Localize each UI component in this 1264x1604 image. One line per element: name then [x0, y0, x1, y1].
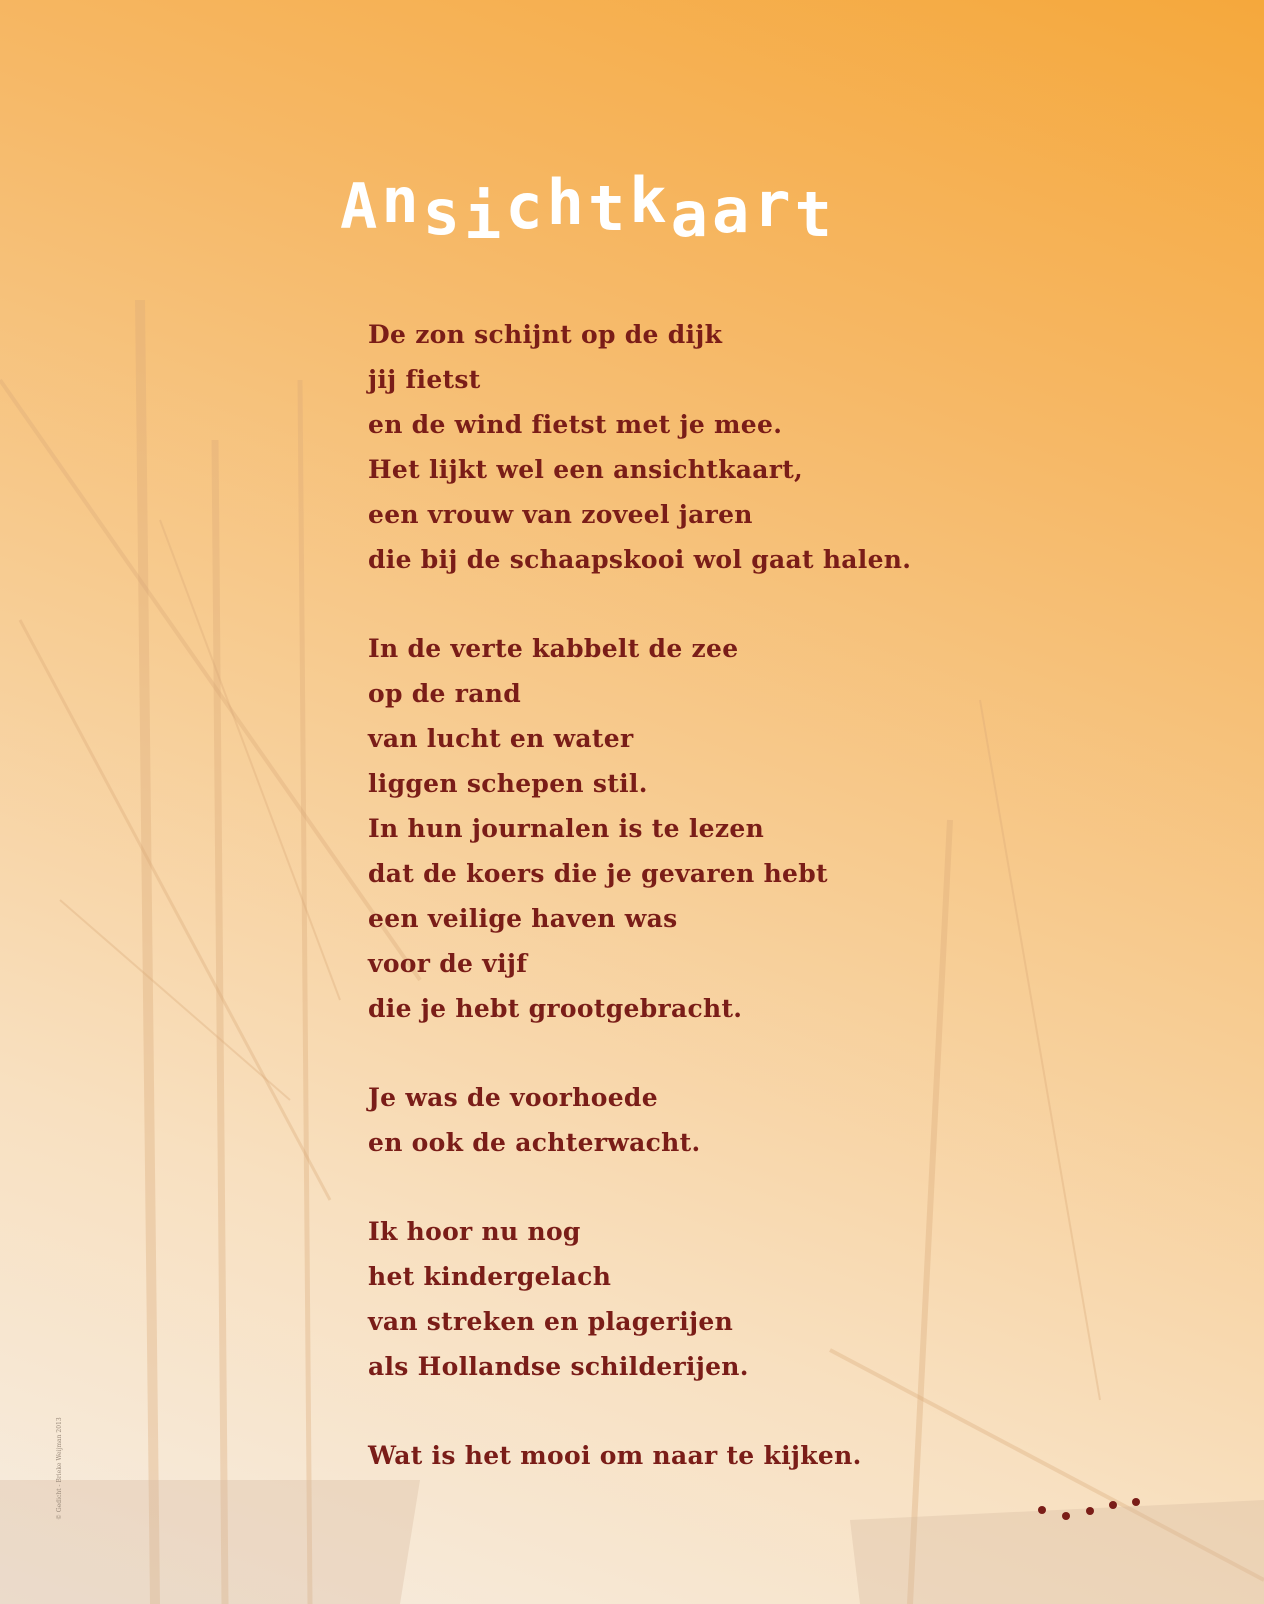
poem-line: dat de koers die je gevaren hebt	[368, 859, 828, 888]
poem-line: De zon schijnt op de dijk	[368, 320, 723, 349]
poem-stanza	[368, 1075, 911, 1165]
poem-line: Ik hoor nu nog	[368, 1217, 581, 1246]
decoration-dot	[1132, 1498, 1140, 1506]
poem-line: op de rand	[368, 679, 521, 708]
poem-line: een veilige haven was	[368, 904, 678, 933]
poem-stanza	[368, 626, 911, 1031]
poem-stanza	[368, 1209, 911, 1389]
poem-line: liggen schepen stil.	[368, 769, 648, 798]
poem-body	[368, 312, 911, 1478]
poem-line: jij fietst	[368, 365, 481, 394]
poem-line: Wat is het mooi om naar te kijken.	[368, 1441, 862, 1470]
poem-line: voor de vijf	[368, 949, 528, 978]
poem-title: Ansichtkaart	[340, 164, 836, 253]
decoration-dot	[1062, 1512, 1070, 1520]
poem-line: het kindergelach	[368, 1262, 612, 1291]
five-dots-decoration	[1030, 1490, 1150, 1530]
decoration-dot	[1109, 1501, 1117, 1509]
copyright-notice: © Gedicht - Brieke Weijman 2013	[56, 1417, 63, 1520]
poem-stanza	[368, 1433, 911, 1478]
poem-line: een vrouw van zoveel jaren	[368, 500, 753, 529]
poem-line: van lucht en water	[368, 724, 634, 753]
poem-line: Het lijkt wel een ansichtkaart,	[368, 455, 804, 484]
poem-line: In hun journalen is te lezen	[368, 814, 765, 843]
poem-line: die bij de schaapskooi wol gaat halen.	[368, 545, 912, 574]
poem-line: en ook de achterwacht.	[368, 1128, 701, 1157]
poem-line: In de verte kabbelt de zee	[368, 634, 739, 663]
poem-line: en de wind fietst met je mee.	[368, 410, 783, 439]
decoration-dot	[1086, 1507, 1094, 1515]
decoration-dot	[1038, 1506, 1046, 1514]
poem-line: Je was de voorhoede	[368, 1083, 658, 1112]
poem-line: van streken en plagerijen	[368, 1307, 734, 1336]
poem-stanza	[368, 312, 911, 582]
poem-line: die je hebt grootgebracht.	[368, 994, 743, 1023]
poem-line: als Hollandse schilderijen.	[368, 1352, 749, 1381]
